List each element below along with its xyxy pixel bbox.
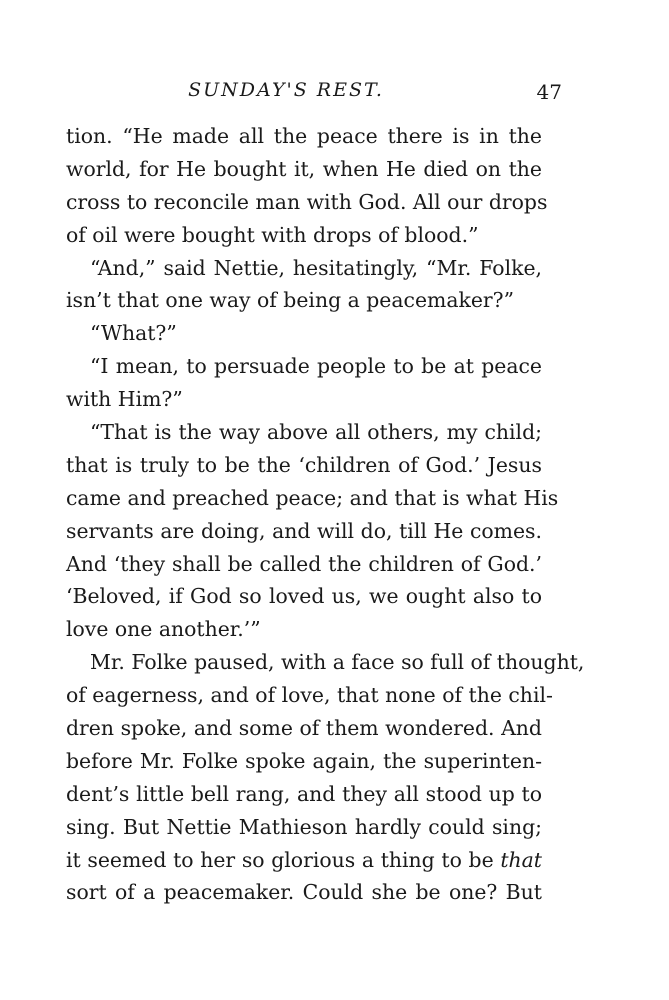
text-line: “And,” said Nettie, hesitatingly, “Mr. Folke,	[90, 255, 542, 280]
running-title: SUNDAY'S REST.	[188, 79, 384, 101]
text-line: came and preached peace; and that is what His	[66, 485, 559, 510]
text-line: dren spoke, and some of them wondered. And	[66, 716, 542, 741]
text-line: before Mr. Folke spoke again, the superinten-	[66, 748, 542, 773]
text-line: “I mean, to persuade people to be at peace	[90, 354, 542, 379]
text-line: of oil were bought with drops of blood.”	[66, 222, 479, 247]
text-segment: it seemed to her so glorious a thing to be	[66, 847, 501, 872]
text-line: that is truly to be the ‘children of God.’ Jesus	[66, 452, 542, 477]
page-number: 47	[536, 80, 562, 104]
text-line: isn’t that one way of being a peacemaker?”	[66, 288, 515, 313]
text-line: of eagerness, and of love, that none of the chil-	[66, 683, 553, 708]
text-line	[66, 844, 542, 877]
text-line: servants are doing, and will do, till He comes.	[66, 518, 542, 543]
text-line: And ‘they shall be called the children of God.’	[66, 551, 542, 576]
text-line: dent’s little bell rang, and they all stood up to	[66, 781, 542, 806]
italic-emphasis: that	[500, 847, 542, 872]
text-line: love one another.’”	[66, 617, 261, 642]
running-head	[66, 76, 562, 104]
text-line: with Him?”	[66, 387, 183, 412]
text-line: world, for He bought it, when He died on the	[66, 156, 542, 181]
text-line: “What?”	[90, 321, 177, 346]
text-line: ‘Beloved, if God so loved us, we ought also to	[66, 584, 542, 609]
text-line: tion. “He made all the peace there is in the	[66, 124, 542, 148]
text-line: Mr. Folke paused, with a face so full of thought,	[90, 650, 585, 675]
body-text	[66, 120, 585, 909]
text-line: “That is the way above all others, my child;	[90, 420, 542, 445]
text-line: sing. But Nettie Mathieson hardly could sing;	[66, 814, 542, 839]
text-line: sort of a peacemaker. Could she be one? But	[66, 880, 542, 905]
text-line: cross to reconcile man with God. All our drops	[66, 189, 548, 214]
